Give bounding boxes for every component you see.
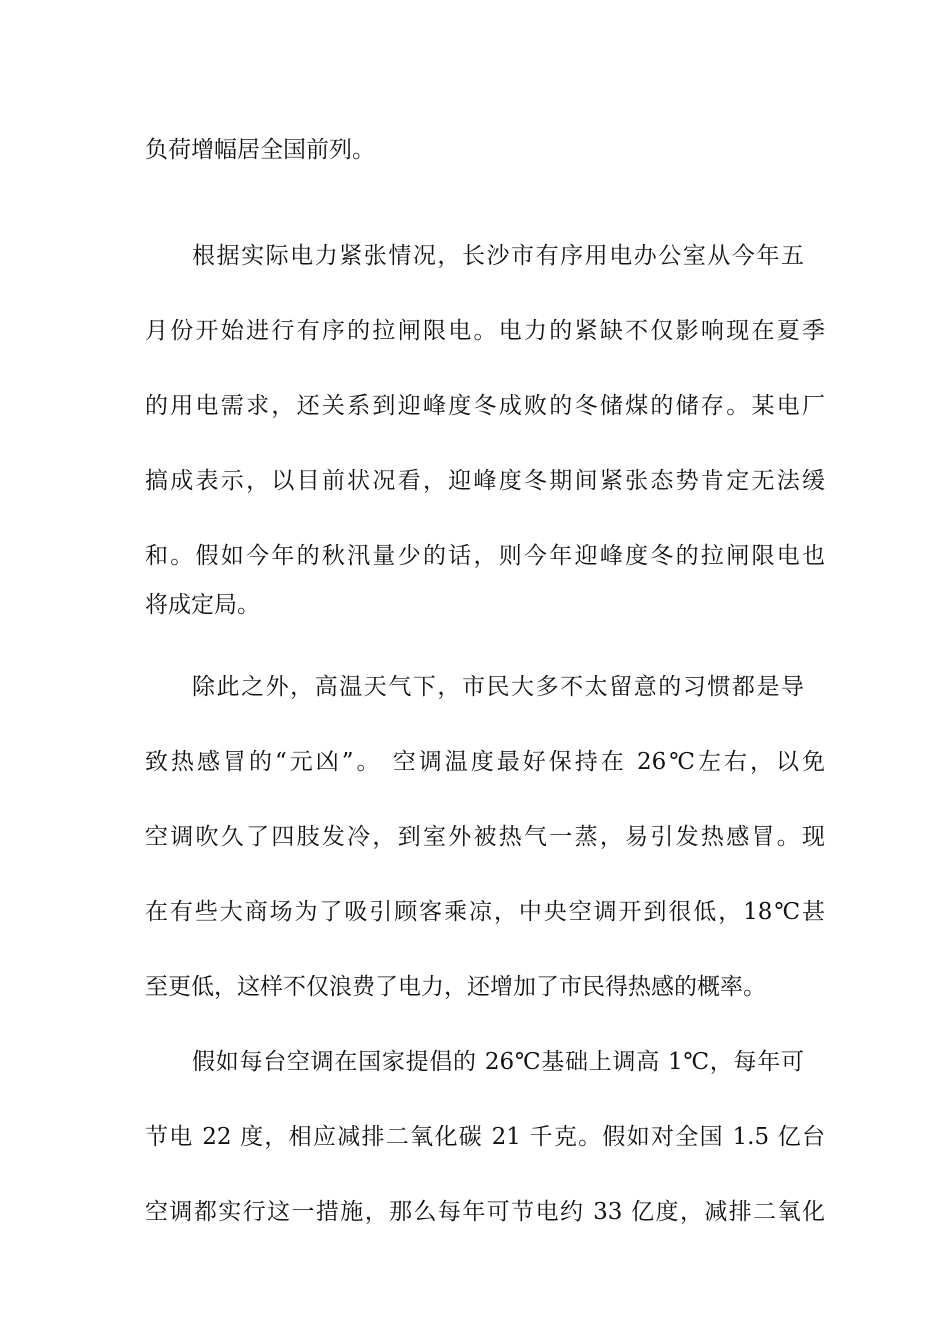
text-line: 空调吹久了四肢发冷，到室外被热气一蒸，易引发热感冒。现 (145, 824, 825, 850)
text-line: 致热感冒的“元凶”。 空调温度最好保持在 26℃左右，以免 (145, 749, 825, 775)
text-line: 至更低，这样不仅浪费了电力，还增加了市民得热感的概率。 (145, 974, 766, 1000)
paragraph-first-line: 除此之外，高温天气下，市民大多不太留意的习惯都是导 (192, 674, 804, 700)
paragraph-first-line: 假如每台空调在国家提倡的 26℃基础上调高 1℃，每年可 (192, 1049, 804, 1075)
text-line: 负荷增幅居全国前列。 (145, 137, 375, 163)
paragraph-first-line: 根据实际电力紧张情况，长沙市有序用电办公室从今年五 (192, 243, 804, 269)
text-line: 空调都实行这一措施，那么每年可节电约 33 亿度，减排二氧化 (145, 1199, 825, 1225)
text-line: 将成定局。 (145, 592, 260, 618)
text-line: 节电 22 度，相应减排二氧化碳 21 千克。假如对全国 1.5 亿台 (145, 1124, 825, 1150)
text-line: 月份开始进行有序的拉闸限电。电力的紧缺不仅影响现在夏季 (145, 318, 825, 344)
text-line: 和。假如今年的秋汛量少的话，则今年迎峰度冬的拉闸限电也 (145, 543, 825, 569)
text-line: 在有些大商场为了吸引顾客乘凉，中央空调开到很低，18℃甚 (145, 899, 825, 925)
text-line: 的用电需求，还关系到迎峰度冬成败的冬储煤的储存。某电厂 (145, 393, 825, 419)
text-line: 搞成表示，以目前状况看，迎峰度冬期间紧张态势肯定无法缓 (145, 468, 825, 494)
